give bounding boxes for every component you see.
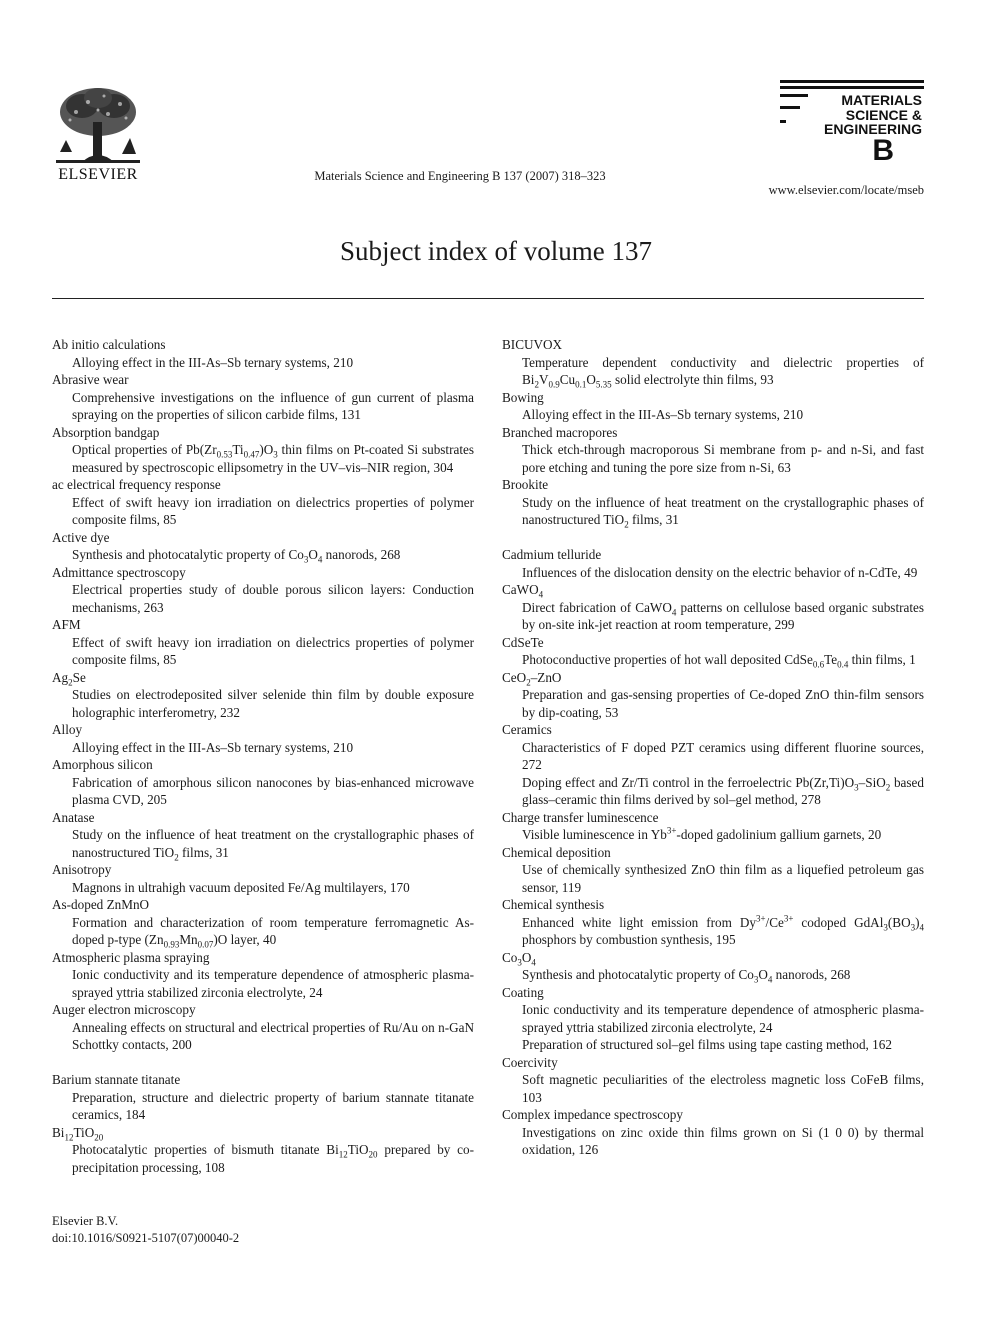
index-term: Barium stannate titanate [52, 1072, 181, 1087]
index-entry: Soft magnetic peculiarities of the electroless magnetic loss CoFeB films, 103 [522, 1072, 924, 1105]
index-entry: Investigations on zinc oxide thin films grown on Si (1 0 0) by thermal oxidation, 126 [522, 1124, 924, 1157]
index-entry: Annealing effects on structural and electrical properties of Ru/Au on n-GaN Schottky contacts, 200 [72, 1019, 474, 1052]
index-term: Coercivity [502, 1054, 558, 1070]
index-term: Anisotropy [52, 862, 112, 877]
index-term: Alloy [52, 722, 83, 737]
journal-logo-bar [780, 94, 808, 97]
index-entry: Effect of swift heavy ion irradiation on dielectrics properties of polymer composite films, 85 [72, 494, 474, 527]
index-entry: Enhanced white light emission from $Dy^{3+}/Ce^{3+}$ codoped $GdAl_3(BO_3)_4$ phosphors by combustion synthesis, 195 [522, 913, 924, 947]
index-entry: Ionic conductivity and its temperature dependence of atmospheric plasma-sprayed yttria stabilized zirconia electrolyte, 24 [522, 1002, 924, 1035]
index-entry: Alloying effect in the III-As–Sb ternary systems, 210 [72, 354, 354, 370]
index-entry: Study on the influence of heat treatment on the crystallographic phases of nanostructured TiO$_2$ films, 31 [72, 827, 474, 863]
index-term: Chemical synthesis [502, 897, 605, 912]
index-term: CaWO$_4$ [502, 582, 544, 600]
index-entry: Visible luminescence in $Yb^{3+}$-doped gadolinium gallium garnets, 20 [522, 825, 882, 842]
index-term: Cadmium telluride [502, 547, 602, 562]
page-title: Subject index of volume 137 [340, 236, 652, 266]
index-column-right [502, 336, 924, 1159]
index-term: Active dye [52, 529, 110, 545]
index-term: Anatase [52, 809, 95, 825]
index-entry: Synthesis and photocatalytic property of $Co_3O_4$ nanorods, 268 [72, 547, 401, 565]
index-entry: Electrical properties study of double porous silicon layers: Conduction mechanisms, 263 [72, 582, 474, 615]
index-entry: Study on the influence of heat treatment on the crystallographic phases of nanostructured TiO$_2$ films, 31 [522, 494, 924, 530]
footer-publisher: Elsevier B.V. [52, 1214, 119, 1228]
journal-logo-bar [780, 80, 924, 83]
index-entry: Preparation of structured sol–gel films using tape casting method, 162 [522, 1037, 892, 1052]
title-divider [52, 298, 924, 299]
index-term: CeO$_2$–ZnO [502, 669, 562, 688]
index-entry: Effect of swift heavy ion irradiation on dielectrics properties of polymer composite films, 85 [72, 634, 474, 667]
journal-logo-bar [780, 106, 800, 109]
index-term: BICUVOX [502, 337, 563, 352]
journal-logo-letter: B [872, 134, 894, 167]
index-term: Abrasive wear [52, 372, 129, 387]
index-entry: Magnons in ultrahigh vacuum deposited Fe/Ag multilayers, 170 [72, 879, 410, 895]
index-entry: Characteristics of F doped PZT ceramics using different fluorine sources, 272 [522, 739, 924, 772]
index-term: Charge transfer luminescence [502, 809, 659, 825]
index-entry: Ionic conductivity and its temperature dependence of atmospheric plasma-sprayed yttria stabilized zirconia electrolyte, 24 [72, 967, 474, 1000]
index-term: $Bi_{12}TiO_{20}$ [52, 1124, 104, 1143]
section-gap [502, 529, 924, 547]
index-entry: Preparation and gas-sensing properties of Ce-doped ZnO thin-film sensors by dip-coating, 53 [522, 687, 924, 720]
index-entry: Studies on electrodeposited silver selenide thin film by double exposure holographic interferometry, 232 [72, 687, 474, 720]
index-term: AFM [52, 617, 81, 632]
index-term: Ab initio calculations [52, 337, 166, 352]
journal-citation: Materials Science and Engineering B 137 (2007) 318–323 [314, 169, 606, 183]
section-gap [52, 1054, 474, 1072]
index-entry: Synthesis and photocatalytic property of $Co_3O_4$ nanorods, 268 [522, 967, 851, 985]
index-term: Amorphous silicon [52, 757, 153, 772]
elsevier-wordmark: ELSEVIER [58, 166, 138, 183]
journal-logo-bar [780, 86, 924, 89]
journal-logo-line3: ENGINEERING [823, 121, 922, 137]
index-entry: Use of chemically synthesized ZnO thin film as a liquefied petroleum gas sensor, 119 [522, 862, 924, 895]
index-term: Branched macropores [502, 424, 618, 440]
index-entry: Influences of the dislocation density on the electric behavior of n-CdTe, 49 [522, 564, 918, 580]
index-entry: Photoconductive properties of hot wall deposited $CdSe_{0.6}Te_{0.4}$ thin films, 1 [522, 652, 916, 670]
index-entry: Alloying effect in the III-As–Sb ternary systems, 210 [522, 407, 804, 422]
index-term: Atmospheric plasma spraying [52, 949, 210, 965]
journal-logo-bar [780, 120, 786, 123]
index-term: Auger electron microscopy [52, 1002, 196, 1017]
index-column-left [52, 336, 474, 1176]
index-term: Bowing [502, 389, 544, 405]
index-entry: Doping effect and Zr/Ti control in the ferroelectric $Pb(Zr,Ti)O_3-SiO_2$ based glass–ceramic thin films derived by sol–gel method, 278 [522, 774, 924, 807]
index-entry: Optical properties of $Pb(Zr_{0.53}Ti_{0.47})O_3$ thin films on Pt-coated Si substrates measured by spectroscopic ellipsometry in the UV–vis–NIR region, 304 [72, 442, 474, 475]
index-entry: Fabrication of amorphous silicon nanocones by bias-enhanced microwave plasma CVD, 205 [72, 774, 474, 807]
index-term: Ceramics [502, 722, 552, 737]
index-term: $Ag_2Se$ [52, 669, 86, 688]
footer-doi[interactable]: doi:10.1016/S0921-5107(07)00040-2 [52, 1231, 240, 1245]
journal-logo [780, 80, 924, 172]
index-term: ac electrical frequency response [52, 477, 221, 492]
index-term: $Co_3O_4$ [502, 949, 536, 968]
index-entry: Direct fabrication of CaWO$_4$ patterns on cellulose based organic substrates by on-site ink-jet reaction at room temperature, 299 [522, 599, 924, 632]
index-entry: Photocatalytic properties of bismuth titanate $Bi_{12}TiO_{20}$ prepared by co-precipitation processing, 108 [72, 1142, 474, 1175]
index-entry: Comprehensive investigations on the influence of gun current of plasma spraying on the properties of silicon carbide films, 131 [72, 389, 474, 422]
index-term: Admittance spectroscopy [52, 564, 186, 580]
elsevier-tree-icon [52, 82, 144, 168]
index-entry: Thick etch-through macroporous Si membrane from p- and n-Si, and fast pore etching and tuning the pore size from n-Si, 63 [522, 442, 924, 475]
index-term: CdSeTe [502, 634, 544, 650]
index-entry: Formation and characterization of room temperature ferromagnetic As-doped p-type $(Zn_{0.93}Mn_{0.07})O$ layer, 40 [72, 914, 474, 950]
index-entry: Temperature dependent conductivity and dielectric properties of $Bi_2V_{0.9}Cu_{0.1}O_{5.35}$ solid electrolyte thin films, 93 [522, 354, 924, 390]
index-term: As-doped ZnMnO [52, 897, 150, 912]
index-term: Absorption bandgap [52, 424, 160, 440]
elsevier-logo [52, 82, 144, 186]
index-entry: Preparation, structure and dielectric property of barium stannate titanate ceramics, 184 [72, 1089, 474, 1122]
index-entry: Alloying effect in the III-As–Sb ternary systems, 210 [72, 739, 354, 755]
index-term: Brookite [502, 477, 549, 492]
index-term: Chemical deposition [502, 844, 611, 860]
journal-logo-line1: MATERIALS [841, 92, 922, 108]
journal-url[interactable]: www.elsevier.com/locate/mseb [768, 183, 924, 197]
index-term: Complex impedance spectroscopy [502, 1107, 683, 1122]
index-term: Coating [502, 984, 544, 1000]
journal-logo-line2: SCIENCE & [845, 107, 922, 123]
